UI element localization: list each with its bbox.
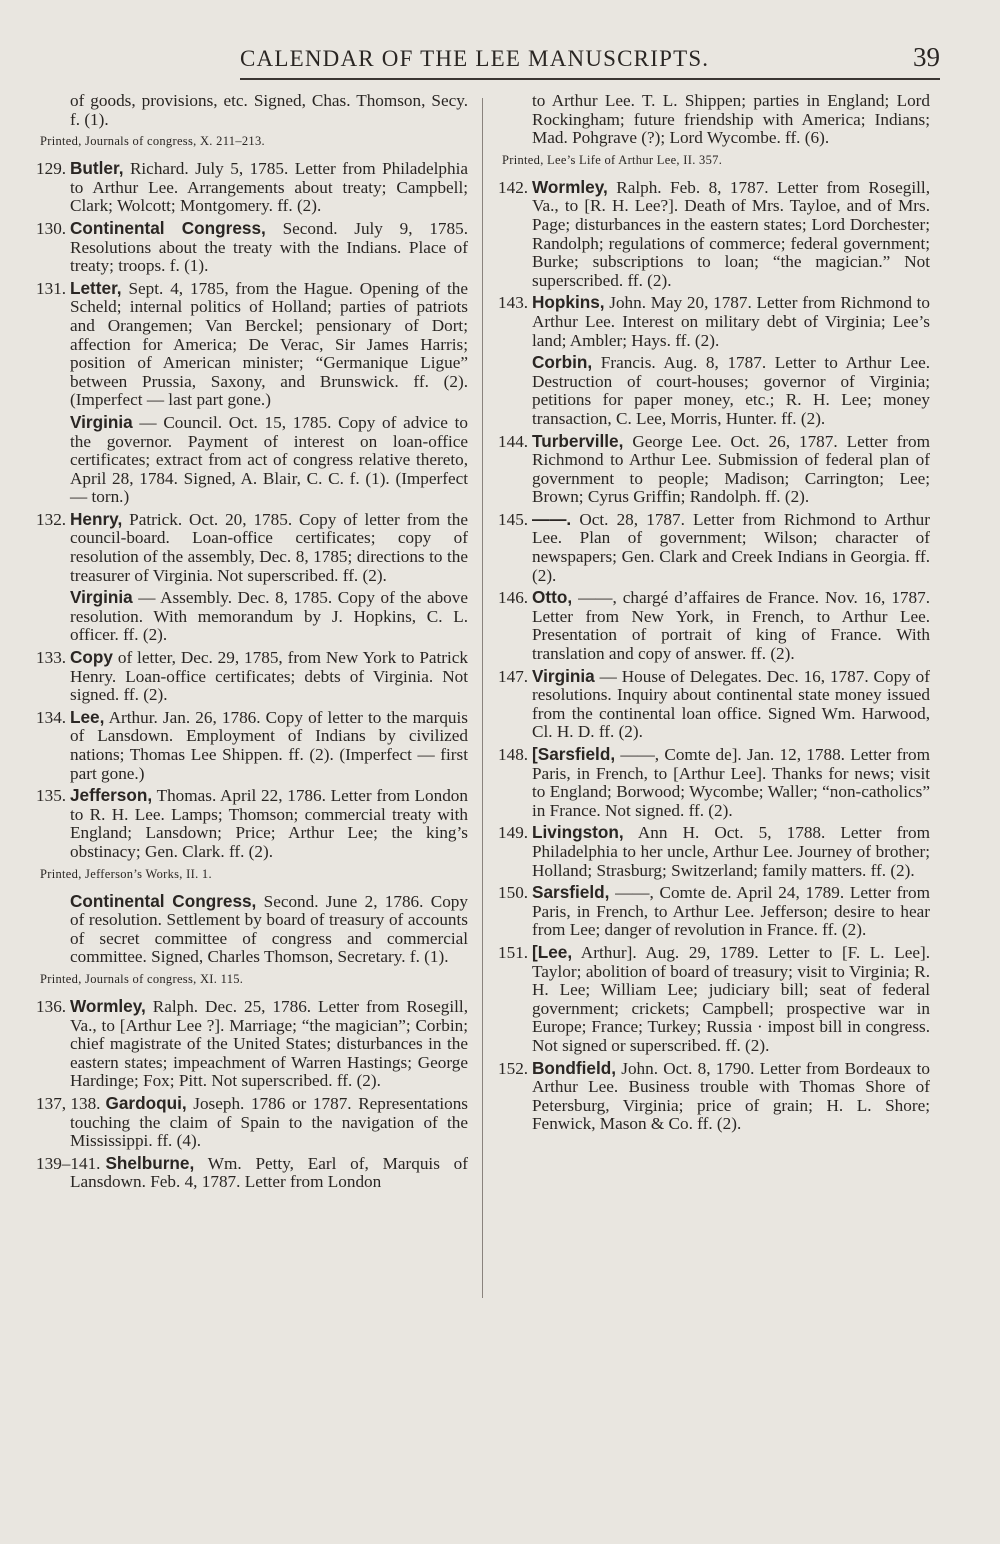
entry-heading: Letter, bbox=[70, 277, 122, 298]
entry-137-138 bbox=[36, 1094, 468, 1151]
entry-heading: Wormley, bbox=[532, 176, 608, 197]
entry-heading: Gardoqui, bbox=[105, 1092, 187, 1113]
entry-number: 145. bbox=[498, 509, 529, 529]
entry-number: 142. bbox=[498, 177, 529, 197]
entry-text: of letter, Dec. 29, 1785, from New York to Patrick Henry. Loan-office certificates; debts of Virginia. Not signed. ff. (2). bbox=[70, 648, 468, 705]
entry-heading: Turberville, bbox=[532, 430, 624, 451]
entry-142 bbox=[498, 178, 930, 291]
entry-130 bbox=[36, 219, 468, 276]
entry-heading: Bondfield, bbox=[532, 1057, 617, 1078]
entry-number: 129. bbox=[36, 159, 67, 179]
entry-text: Oct. 28, 1787. Letter from Richmond to Arthur Lee. Plan of government; Wilson; character of newspapers; Gen. Clark and Creek Indians in Georgia. ff. (2). bbox=[532, 509, 930, 585]
running-title: CALENDAR OF THE LEE MANUSCRIPTS. bbox=[240, 46, 710, 71]
entry-number: 146. bbox=[498, 588, 529, 608]
entry-heading: Lee, bbox=[70, 706, 105, 727]
entry-text: ——, Comte de]. Jan. 12, 1788. Letter from Paris, in French, to [Arthur Lee]. Thanks for news; visit to England; Borwood; Wycombe; Waller; “non-catholics” in France. Not signed. ff. (2). bbox=[532, 745, 930, 820]
entry-text: Joseph. 1786 or 1787. Representations touching the claim of Spain to the navigation of the Mississippi. ff. (4). bbox=[70, 1093, 468, 1151]
entry-text: Sept. 4, 1785, from the Hague. Opening of the Scheld; internal politics of Holland; parties of patriots and Orangemen; Van Berckel; pensionary of Dort; affection for America; De Verac, Sir James Harris; position of American minister; “Germanique Ligue” between Prussia, Saxony, and Brunswick. ff. (2). (Imperfect — last part gone.) bbox=[70, 278, 468, 410]
entry-text: ——, chargé d’affaires de France. Nov. 16, 1787. Letter from New York, in French, to Arthur Lee. Presentation of portrait of king of France. With translation and copy of answer. ff. (2). bbox=[532, 588, 930, 664]
entry-number: 134. bbox=[36, 707, 67, 727]
entry-heading: [Sarsfield, bbox=[532, 744, 616, 764]
entry-133 bbox=[36, 648, 468, 705]
entry-number: 143. bbox=[498, 293, 529, 313]
entry-131 bbox=[36, 279, 468, 410]
entry-151 bbox=[498, 943, 930, 1056]
entry-heading: Jefferson, bbox=[70, 785, 153, 806]
entry-number: 132. bbox=[36, 509, 67, 529]
entry-135 bbox=[36, 786, 468, 861]
entry-number: 150. bbox=[498, 883, 529, 903]
entry-150 bbox=[498, 883, 930, 940]
entry-text: George Lee. Oct. 26, 1787. Letter from Richmond to Arthur Lee. Submission of federal plan of government to people; Madison; Carrington; Lee; Brown; Cyrus Griffin; Randolph. ff. (2). bbox=[532, 431, 930, 507]
entry-number: 135. bbox=[36, 786, 67, 806]
entry-number: 148. bbox=[498, 745, 529, 764]
entry-148 bbox=[498, 745, 930, 820]
entry-text: John. May 20, 1787. Letter from Richmond to Arthur Lee. Interest on military debt of Virginia; Lee’s land; Ambler; Hays. ff. (2). bbox=[532, 293, 930, 350]
entry-heading: Virginia bbox=[70, 411, 133, 432]
entry-heading: Wormley, bbox=[70, 995, 146, 1016]
entry-number: 136. bbox=[36, 996, 67, 1016]
entry-number: 152. bbox=[498, 1058, 529, 1078]
entry-number: 144. bbox=[498, 431, 529, 451]
entry-text: Arthur. Jan. 26, 1786. Copy of letter to the marquis of Lansdown. Employment of Indians by civilized nations; Thomas Lee Shippen. ff. (2). (Imperfect — first part gone.) bbox=[70, 707, 468, 783]
entry-number: 149. bbox=[498, 823, 529, 843]
page-number: 39 bbox=[913, 42, 940, 72]
entry-heading: Corbin, bbox=[532, 352, 593, 373]
entry-134 bbox=[36, 708, 468, 783]
entry-text: Ralph. Dec. 25, 1786. Letter from Rosegill, Va., to [Arthur Lee ?]. Marriage; “the magician”; Corbin; chief magistrate of the United States; disturbances in the eastern states; impeachment of Warren Hastings; George Hardinge; Fox; Pitt. Not superscribed. ff. (2). bbox=[70, 996, 468, 1091]
entry-heading: Continental Congress, bbox=[70, 217, 266, 238]
entry-heading: Butler, bbox=[70, 158, 124, 179]
entry-number: 130. bbox=[36, 218, 67, 238]
entry-heading: Virginia bbox=[70, 587, 133, 608]
entry-129 bbox=[36, 159, 468, 216]
column-divider bbox=[482, 98, 483, 1298]
entry-heading: Copy bbox=[70, 647, 113, 668]
entry-139-141 bbox=[36, 1154, 468, 1192]
entry-number: 137, 138. bbox=[36, 1093, 101, 1113]
entry-text: Second. July 9, 1785. Resolutions about the treaty with the Indians. Place of treaty; troops. f. (1). bbox=[70, 218, 468, 276]
entry-text: Francis. Aug. 8, 1787. Letter to Arthur Lee. Destruction of court-houses; governor of Virginia; petitions for paper money, etc.; R. H. Lee; money transaction, C. Lee, Morris, Hunter. ff. (2). bbox=[532, 353, 930, 428]
entry-number: 139–141. bbox=[36, 1153, 101, 1173]
entry-number: 133. bbox=[36, 648, 67, 668]
entry-heading: Virginia bbox=[532, 665, 595, 686]
entry-text: Ann H. Oct. 5, 1788. Letter from Philadelphia to her uncle, Arthur Lee. Journey of brother; Holland; Strasburg; Switzerland; family matters. ff. (2). bbox=[532, 823, 930, 880]
entry-132-virginia-assembly bbox=[36, 588, 468, 645]
entry-144 bbox=[498, 432, 930, 507]
entry-text: — Council. Oct. 15, 1785. Copy of advice to the governor. Payment of interest on loan-office certificates; extract from act of congress relative thereto, April 28, 1784. Signed, A. Blair, C. C. f. (1). (Imperfect — torn.) bbox=[70, 412, 468, 507]
entry-heading: Sarsfield, bbox=[532, 882, 610, 903]
left-column bbox=[36, 92, 468, 1195]
entry-heading: Otto, bbox=[532, 587, 573, 608]
header-rule bbox=[240, 78, 940, 80]
entry-145 bbox=[498, 510, 930, 585]
page-header bbox=[40, 42, 940, 82]
printed-note: Printed, Journals of congress, X. 211–213. bbox=[40, 134, 265, 149]
entry-text: — Assembly. Dec. 8, 1785. Copy of the above resolution. With memorandum by J. Hopkins, C. L. officer. ff. (2). bbox=[70, 588, 468, 645]
entry-143-corbin bbox=[498, 353, 930, 428]
entry-146 bbox=[498, 588, 930, 663]
entry-136 bbox=[36, 997, 468, 1091]
entry-heading: ——. bbox=[532, 508, 572, 529]
printed-note: Printed, Lee’s Life of Arthur Lee, II. 357. bbox=[502, 152, 723, 167]
entry-heading: Livingston, bbox=[532, 822, 624, 843]
entry-132 bbox=[36, 510, 468, 585]
entry-139-continuation: to Arthur Lee. T. L. Shippen; parties in England; Lord Rockingham; future friendship with America; Indians; Mad. Pohgrave (?); Lord Wycombe. ff. (6). bbox=[532, 91, 930, 148]
right-column bbox=[498, 92, 930, 1137]
entry-text: Richard. July 5, 1785. Letter from Philadelphia to Arthur Lee. Arrangements about treaty; Campbell; Clark; Wolcott; Montgomery. ff. (2). bbox=[70, 159, 468, 216]
printed-note: Printed, Jefferson’s Works, II. 1. bbox=[40, 866, 212, 881]
entry-135-continental-congress bbox=[36, 892, 468, 967]
entry-text: ——, Comte de. April 24, 1789. Letter from Paris, in French, to Arthur Lee. Jefferson; desire to hear from Lee; danger of revolution in France. ff. (2). bbox=[532, 883, 930, 940]
entry-152 bbox=[498, 1059, 930, 1134]
entry-143 bbox=[498, 293, 930, 350]
entry-heading: [Lee, bbox=[532, 941, 573, 962]
entry-text: Arthur]. Aug. 29, 1789. Letter to [F. L. Lee]. Taylor; abolition of board of treasury; visit to Virginia; R. H. Lee; William Lee; judiciary bill; seat of federal government; crickets; Campbell; prospective war in Europe; France; Turkey; Russia · impost bill in congress. Not signed or superscribed. ff. (2). bbox=[532, 942, 930, 1055]
entry-147 bbox=[498, 667, 930, 742]
entry-heading: Continental Congress, bbox=[70, 890, 257, 911]
entry-text: Wm. Petty, Earl of, Marquis of Lansdown. Feb. 4, 1787. Letter from London bbox=[70, 1153, 468, 1192]
entry-number: 131. bbox=[36, 278, 67, 298]
entry-128-continuation: of goods, provisions, etc. Signed, Chas. Thomson, Secy. f. (1). bbox=[70, 91, 468, 129]
entry-number: 147. bbox=[498, 666, 529, 686]
entry-text: — House of Delegates. Dec. 16, 1787. Copy of resolutions. Inquiry about continental state money issued from the continental loan office. Signed Wm. Harwood, Cl. H. D. ff. (2). bbox=[532, 666, 930, 742]
entry-text: John. Oct. 8, 1790. Letter from Bordeaux to Arthur Lee. Business trouble with Thomas Shore of Petersburg, Virginia; price of grain; H. L. Shore; Fenwick, Mason & Co. ff. (2). bbox=[532, 1058, 930, 1134]
entry-text: Second. June 2, 1786. Copy of resolution. Settlement by board of treasury of accounts of secret committee of congress and commercial committee. Signed, Charles Thomson, Secretary. f. (1). bbox=[70, 891, 468, 967]
entry-text: Ralph. Feb. 8, 1787. Letter from Rosegill, Va., to [R. H. Lee?]. Death of Mrs. Tayloe, and of Mrs. Page; disturbances in the eastern states; Lord Dorchester; Randolph; regulations of commerce; federal government; Burke; subscriptions to loan; “the magician.” Not superscribed. ff. (2). bbox=[532, 177, 930, 290]
entry-text: Thomas. April 22, 1786. Letter from London to R. H. Lee. Lamps; Thomson; commercial treaty with England; Lansdown; Price; Arthur Lee; the king’s obstinacy; Gen. Clark. ff. (2). bbox=[70, 786, 468, 861]
entry-heading: Shelburne, bbox=[105, 1152, 195, 1173]
entry-149 bbox=[498, 823, 930, 880]
entry-131-virginia-council bbox=[36, 413, 468, 507]
entry-heading: Hopkins, bbox=[532, 292, 605, 313]
entry-text: Patrick. Oct. 20, 1785. Copy of letter from the council-board. Loan-office certificates; copy of resolution of the assembly, Dec. 8, 1785; directions to the treasurer of Virginia. Not superscribed. ff. (2). bbox=[70, 509, 468, 585]
printed-note: Printed, Journals of congress, XI. 115. bbox=[40, 971, 244, 986]
entry-heading: Henry, bbox=[70, 508, 123, 529]
entry-number: 151. bbox=[498, 942, 529, 962]
